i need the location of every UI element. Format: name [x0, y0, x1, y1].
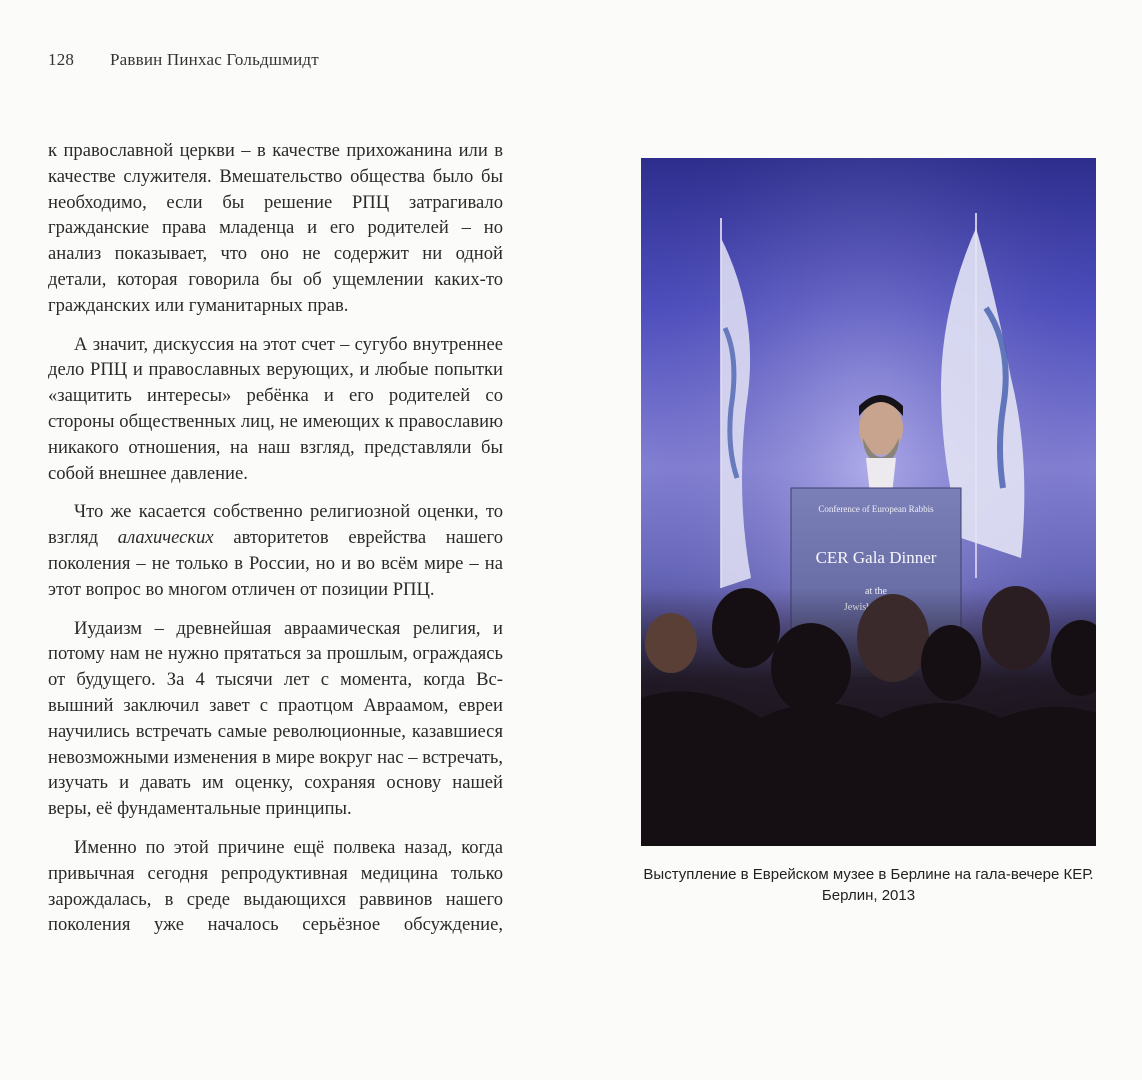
event-photo: [641, 158, 1096, 846]
paragraph-3-end: авторитетов еврейства нашего поколения – не только в России, но и во всём мире – на этот вопрос во многом отличен от позиции РПЦ.: [48, 527, 503, 600]
running-title: Раввин Пинхас Гольдшмидт: [110, 50, 319, 69]
page-number: 128: [48, 50, 75, 69]
caption-line-2: Берлин, 2013: [821, 887, 916, 904]
paragraph-2: А значит, дискуссия на этот счет – сугубо внутреннее дело РПЦ и православных верующих, и любые попытки «защитить интересы» ребёнка и его родителей со стороны общественных лиц, не имеющих к православию никакого отношения, на наш взгляд, представляли бы собой внешнее давление.: [48, 333, 503, 484]
caption-line-1: Выступление в Еврейском музее в Берлине на гала-вечере КЕР.: [643, 866, 1094, 883]
running-head: [48, 50, 319, 70]
paragraph-3-start: Что же касается собственно религиозной оценки, то взгляд: [48, 501, 503, 549]
podium-title: CER Gala Dinner: [815, 548, 937, 567]
podium-small-text: Conference of European Rabbis: [818, 504, 934, 514]
paragraph-3: [48, 499, 503, 602]
photo-illustration: [641, 158, 1096, 846]
halakhic-term: алахических: [117, 527, 214, 549]
photo-caption: [641, 864, 1096, 906]
paragraph-5: Именно по этой причине ещё полвека назад, когда привычная сегодня репродуктивная медицина только зарождалась, в среде выдающихся раввинов нашего поколения уже началось серьёзное обсуждение,: [48, 836, 503, 936]
paragraph-4: Иудаизм – древнейшая авраамическая религия, и потому нам не нужно прятаться за прошлым, ограждаясь от будущего. За 4 тысячи лет с момента, когда Вс-вышний заключил завет с праотцом Авраамом, евреи научились встречать самые революционные, казавшиеся невозможными изменения в мире вокруг нас – встречать, изучать и давать им оценку, сохраняя основу нашей веры, её фундаментальные принципы.: [48, 617, 503, 820]
paragraph-1: к православной церкви – в качестве прихожанина или в качестве служителя. Вмешательство общества было бы необходимо, если бы решение РПЦ затрагивало гражданские права младенца и его родителей – но анализ показывает, что оно не содержит ни одной детали, которая говорила бы об ущемлении каких-то гражданских или гуманитарных прав.: [48, 140, 503, 316]
body-text: [48, 138, 503, 951]
